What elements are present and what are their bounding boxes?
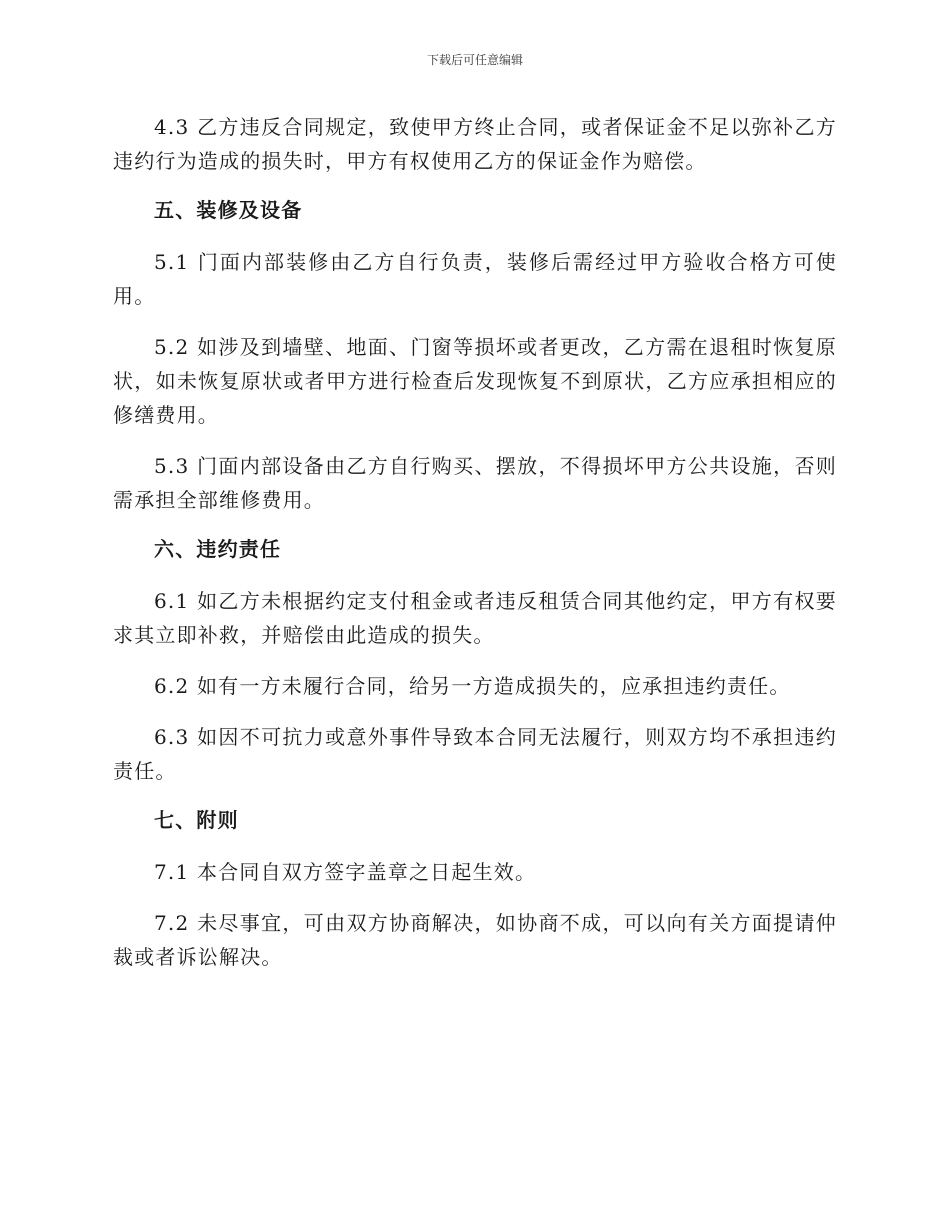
clause-7-1: 7.1 本合同自双方签字盖章之日起生效。 <box>154 860 537 884</box>
section-heading-5: 五、装修及设备 <box>154 198 303 222</box>
section-heading-6: 六、违约责任 <box>154 537 282 561</box>
clause-5-3: 5.3 门面内部设备由乙方自行购买、摆放，不得损坏甲方公共设施，否则需承担全部维修费用。 <box>113 454 837 512</box>
clause-6-3: 6.3 如因不可抗力或意外事件导致本合同无法履行，则双方均不承担违约责任。 <box>113 725 837 783</box>
document-body <box>113 110 837 991</box>
clause-5-1: 5.1 门面内部装修由乙方自行负责，装修后需经过甲方验收合格方可使用。 <box>113 250 837 308</box>
clause-7-2: 7.2 未尽事宜，可由双方协商解决，如协商不成，可以向有关方面提请仲裁或者诉讼解决。 <box>113 911 837 969</box>
clause-5-2: 5.2 如涉及到墙壁、地面、门窗等损坏或者更改，乙方需在退租时恢复原状，如未恢复原状或者甲方进行检查后发现恢复不到原状，乙方应承担相应的修缮费用。 <box>113 335 837 427</box>
page-header: 下载后可任意编辑 <box>426 53 523 67</box>
clause-4-3: 4.3 乙方违反合同规定，致使甲方终止合同，或者保证金不足以弥补乙方违约行为造成的损失时，甲方有权使用乙方的保证金作为赔偿。 <box>113 115 837 173</box>
section-heading-7: 七、附则 <box>154 808 239 832</box>
clause-6-2: 6.2 如有一方未履行合同，给另一方造成损失的，应承担违约责任。 <box>154 674 791 698</box>
clause-6-1: 6.1 如乙方未根据约定支付租金或者违反租赁合同其他约定，甲方有权要求其立即补救，并赔偿由此造成的损失。 <box>113 589 837 647</box>
